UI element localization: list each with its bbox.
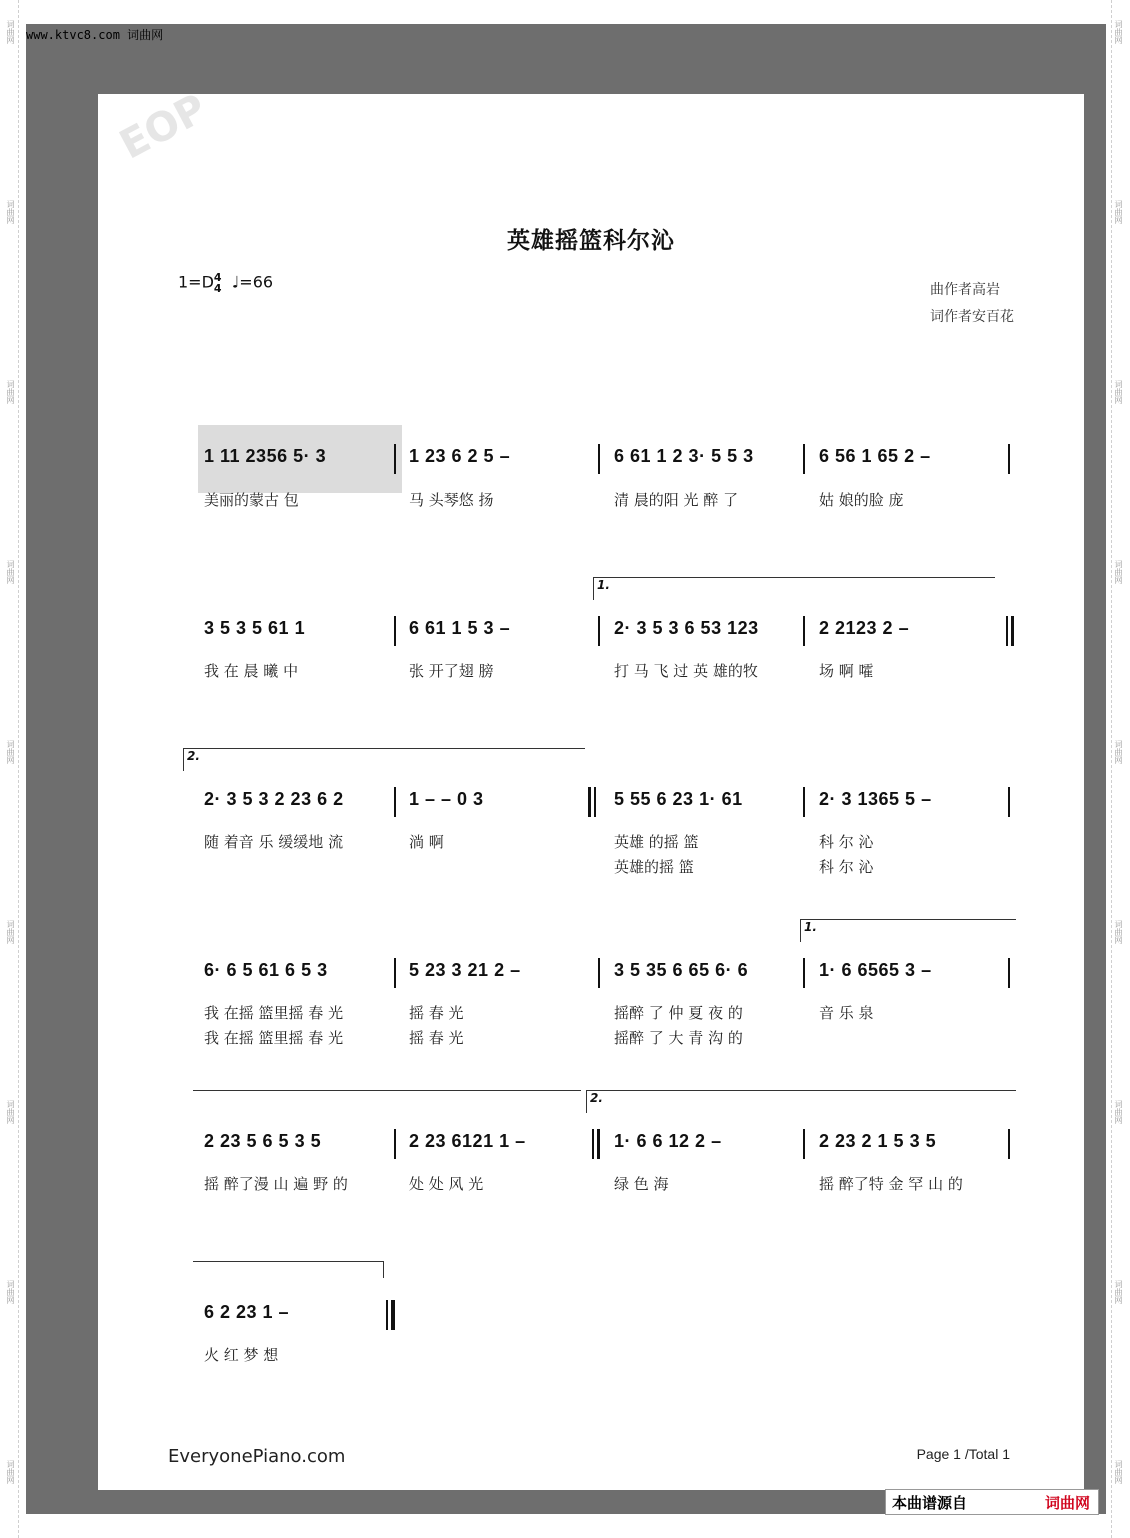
score-page: [98, 85, 1084, 1490]
lyric-text: 姑 娘的脸 庞: [819, 491, 904, 509]
strip-mark: 词曲网: [1114, 200, 1123, 224]
measure-notes: 2· 3 5 3 2 23 6 2: [204, 789, 344, 809]
measure-notes: 6 2 23 1 –: [204, 1302, 290, 1322]
strip-mark: 词曲网: [1114, 20, 1123, 44]
lyric-text-second-verse: 科 尔 沁: [819, 858, 874, 876]
lyricist-credit: 词作者安百花: [930, 309, 1014, 325]
page-indicator: Page 1 /Total 1: [916, 1446, 1010, 1462]
strip-mark: 词曲网: [1114, 1100, 1123, 1124]
volta-ending: 1.: [593, 577, 995, 600]
strip-mark: 词曲网: [1114, 1460, 1123, 1484]
strip-mark: 词曲网: [6, 1280, 15, 1304]
site-url-header[interactable]: www.ktvc8.com 词曲网: [26, 28, 164, 42]
lyric-text-second-verse: 摇醉 了 大 青 沟 的: [614, 1029, 743, 1047]
song-title: 英雄摇篮科尔沁: [507, 227, 675, 254]
strip-mark: 词曲网: [6, 560, 15, 584]
lyric-text: 随 着音 乐 缓缓地 流: [204, 833, 344, 851]
strip-mark: 词曲网: [6, 200, 15, 224]
strip-mark: 词曲网: [1114, 1280, 1123, 1304]
strip-mark: 词曲网: [6, 380, 15, 404]
measure-notes: 2· 3 1365 5 –: [819, 789, 932, 809]
strip-mark: 词曲网: [1114, 920, 1123, 944]
source-label: 本曲谱源自: [892, 1494, 968, 1512]
strip-mark: 词曲网: [1114, 380, 1123, 404]
repeat-barline: [592, 1129, 594, 1159]
credits: [930, 277, 1014, 331]
barline: [394, 958, 396, 988]
measure-notes: 5 23 3 21 2 –: [409, 960, 521, 980]
measure-notes: 1 23 6 2 5 –: [409, 446, 511, 466]
barline: [394, 444, 396, 474]
barline: [394, 787, 396, 817]
lyric-text: 科 尔 沁: [819, 833, 874, 851]
lyric-text: 火 红 梦 想: [204, 1346, 279, 1364]
lyric-text: 我 在 晨 曦 中: [204, 662, 299, 680]
repeat-barline: [597, 1129, 600, 1159]
repeat-barline: [588, 787, 591, 817]
lyric-text-second-verse: 摇 春 光: [409, 1029, 464, 1047]
measure-notes: 3 5 35 6 65 6· 6: [614, 960, 749, 980]
lyric-text: 摇 醉了特 金 罕 山 的: [819, 1175, 963, 1193]
volta-ending: 2.: [586, 1090, 1016, 1113]
footer-site[interactable]: EveryonePiano.com: [168, 1446, 346, 1467]
strip-mark: 词曲网: [6, 1100, 15, 1124]
key-signature: [178, 272, 273, 294]
key-prefix: 1=D: [178, 272, 214, 292]
measure-notes: 6 61 1 5 3 –: [409, 618, 511, 638]
lyric-text: 场 啊 嚯: [819, 662, 874, 680]
measure-notes: 1 – – 0 3: [409, 789, 484, 809]
eop-watermark: EOP: [112, 85, 215, 169]
volta-bracket-line: [193, 1090, 581, 1091]
lyric-text: 绿 色 海: [614, 1175, 669, 1193]
measure-notes: 6 56 1 65 2 –: [819, 446, 931, 466]
strip-mark: 词曲网: [6, 740, 15, 764]
volta-bracket-line: [193, 1261, 384, 1278]
composer-credit: 曲作者高岩: [930, 282, 1000, 298]
final-barline: [391, 1300, 395, 1330]
strip-mark: 词曲网: [6, 920, 15, 944]
lyric-text: 美丽的蒙古 包: [204, 491, 299, 509]
barline: [803, 787, 805, 817]
barline: [1008, 787, 1010, 817]
measure-notes: 6 61 1 2 3· 5 5 3: [614, 446, 754, 466]
barline: [598, 444, 600, 474]
barline: [598, 958, 600, 988]
left-margin-strip: [4, 0, 19, 1538]
measure-notes: 2· 3 5 3 6 53 123: [614, 618, 759, 638]
lyric-text: 摇醉 了 仲 夏 夜 的: [614, 1004, 743, 1022]
barline: [394, 616, 396, 646]
barline: [803, 616, 805, 646]
measure-notes: 2 2123 2 –: [819, 618, 910, 638]
barline: [803, 1129, 805, 1159]
measure-notes: 2 23 5 6 5 3 5: [204, 1131, 322, 1151]
barline: [803, 444, 805, 474]
measure-notes: 2 23 6121 1 –: [409, 1131, 526, 1151]
measure-notes: 6· 6 5 61 6 5 3: [204, 960, 328, 980]
source-badge[interactable]: [885, 1489, 1099, 1515]
strip-mark: 词曲网: [6, 1460, 15, 1484]
barline: [1008, 444, 1010, 474]
measure-notes: 1· 6 6565 3 –: [819, 960, 932, 980]
barline: [598, 616, 600, 646]
strip-mark: 词曲网: [1114, 560, 1123, 584]
time-signature: [214, 272, 222, 294]
strip-mark: 词曲网: [6, 20, 15, 44]
lyric-text: 摇 醉了漫 山 遍 野 的: [204, 1175, 348, 1193]
lyric-text: 打 马 飞 过 英 雄的牧: [614, 662, 758, 680]
lyric-text: 清 晨的阳 光 醉 了: [614, 491, 739, 509]
measure-notes: 2 23 2 1 5 3 5: [819, 1131, 937, 1151]
tempo-value: =66: [239, 272, 274, 292]
lyric-text-second-verse: 英雄的摇 篮: [614, 858, 694, 876]
barline: [1008, 1129, 1010, 1159]
measure-notes: 5 55 6 23 1· 61: [614, 789, 743, 809]
repeat-barline: [1011, 616, 1014, 646]
repeat-barline: [1006, 616, 1008, 646]
measure-notes: 1· 6 6 12 2 –: [614, 1131, 722, 1151]
final-barline: [386, 1300, 388, 1330]
viewer-frame: [26, 24, 1106, 1514]
time-top: 4: [213, 271, 222, 284]
measure-notes: 3 5 3 5 61 1: [204, 618, 306, 638]
volta-ending: 1.: [800, 919, 1016, 942]
lyric-text: 音 乐 泉: [819, 1004, 874, 1022]
lyric-text: 淌 啊: [409, 833, 444, 851]
lyric-text-second-verse: 我 在摇 篮里摇 春 光: [204, 1029, 344, 1047]
quarter-note-icon: ♩: [231, 272, 240, 292]
lyric-text: 处 处 风 光: [409, 1175, 484, 1193]
barline: [1008, 958, 1010, 988]
lyric-text: 张 开了翅 膀: [409, 662, 494, 680]
time-bottom: 4: [213, 282, 222, 295]
lyric-text: 英雄 的摇 篮: [614, 833, 699, 851]
strip-mark: 词曲网: [1114, 740, 1123, 764]
source-brand: 词曲网: [1044, 1494, 1090, 1512]
lyric-text: 我 在摇 篮里摇 春 光: [204, 1004, 344, 1022]
lyric-text: 摇 春 光: [409, 1004, 464, 1022]
right-margin-strip: [1111, 0, 1126, 1538]
barline: [394, 1129, 396, 1159]
volta-ending: 2.: [183, 748, 585, 771]
repeat-barline: [594, 787, 596, 817]
measure-notes: 1 11 2356 5· 3: [204, 446, 327, 466]
lyric-text: 马 头琴悠 扬: [409, 491, 494, 509]
barline: [803, 958, 805, 988]
